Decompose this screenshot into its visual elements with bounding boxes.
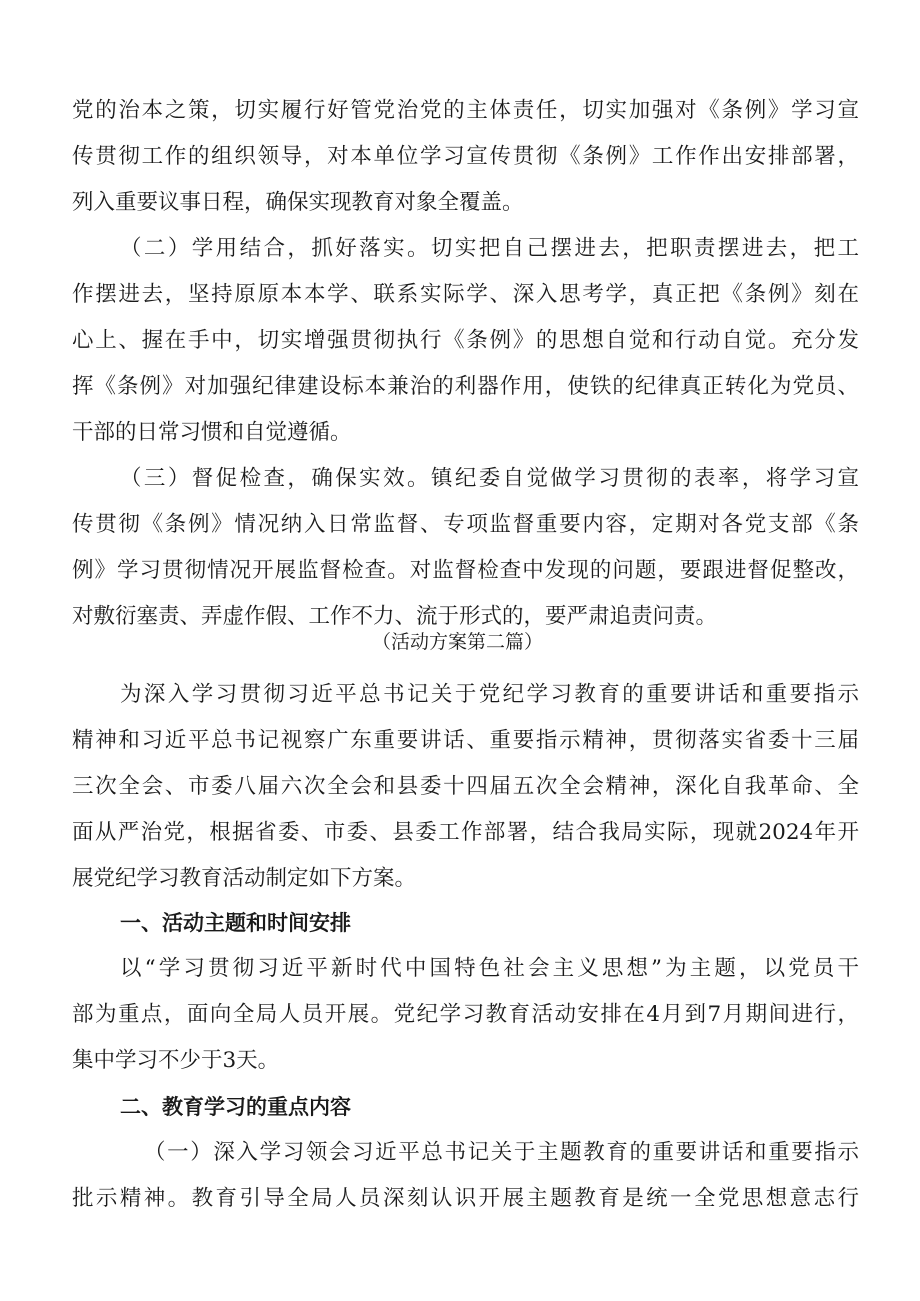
paragraph-line: 挥《条例》对加强纪律建设标本兼治的利器作用，使铁的纪律真正转化为党员、 — [72, 374, 859, 399]
paragraph-line: 三次全会、市委八届六次全会和县委十四届五次全会精神，深化自我革命、全 — [72, 774, 859, 799]
paragraph-line: 面从严治党，根据省委、市委、县委工作部署，结合我局实际，现就2024年开 — [72, 820, 859, 845]
section-heading: 一、活动主题和时间安排 — [120, 911, 351, 935]
paragraph-line: 作摆进去，坚持原原本本学、联系实际学、深入思考学，真正把《条例》刻在 — [72, 282, 859, 307]
paragraph-line: （二）学用结合，抓好落实。切实把自己摆进去，把职责摆进去，把工 — [120, 236, 859, 261]
paragraph-line: 部为重点，面向全局人员开展。党纪学习教育活动安排在4月到7月期间进行， — [72, 1002, 859, 1027]
paragraph-line: 例》学习贯彻情况开展监督检查。对监督检查中发现的问题，要跟进督促整改， — [72, 558, 859, 583]
paragraph-line: 批示精神。教育引导全局人员深刻认识开展主题教育是统一全党思想意志行 — [72, 1186, 859, 1211]
paragraph-line: 心上、握在手中，切实增强贯彻执行《条例》的思想自觉和行动自觉。充分发 — [72, 328, 859, 353]
paragraph-line: 干部的日常习惯和自觉遵循。 — [72, 420, 352, 445]
paragraph-line: 对敷衍塞责、弄虚作假、工作不力、流于形式的，要严肃追责问责。 — [72, 604, 718, 629]
paragraph-line: 展党纪学习教育活动制定如下方案。 — [72, 866, 417, 891]
section-subtitle: （活动方案第二篇） — [372, 631, 544, 653]
paragraph-line: 党的治本之策，切实履行好管党治党的主体责任，切实加强对《条例》学习宣 — [72, 98, 859, 123]
section-heading: 二、教育学习的重点内容 — [120, 1095, 351, 1119]
paragraph-line: 列入重要议事日程，确保实现教育对象全覆盖。 — [72, 190, 524, 215]
paragraph-line: 为深入学习贯彻习近平总书记关于党纪学习教育的重要讲话和重要指示 — [120, 682, 859, 707]
paragraph-line: 传贯彻工作的组织领导，对本单位学习宣传贯彻《条例》工作作出安排部署， — [72, 144, 859, 169]
paragraph-line: 集中学习不少于3天。 — [72, 1048, 280, 1073]
paragraph-line: （三）督促检查，确保实效。镇纪委自觉做学习贯彻的表率，将学习宣 — [120, 466, 859, 491]
paragraph-line: 以“学习贯彻习近平新时代中国特色社会主义思想”为主题，以党员干 — [120, 956, 859, 981]
paragraph-line: 精神和习近平总书记视察广东重要讲话、重要指示精神，贯彻落实省委十三届 — [72, 728, 859, 753]
paragraph-line: 传贯彻《条例》情况纳入日常监督、专项监督重要内容，定期对各党支部《条 — [72, 512, 859, 537]
paragraph-line: （一）深入学习领会习近平总书记关于主题教育的重要讲话和重要指示 — [144, 1140, 859, 1165]
